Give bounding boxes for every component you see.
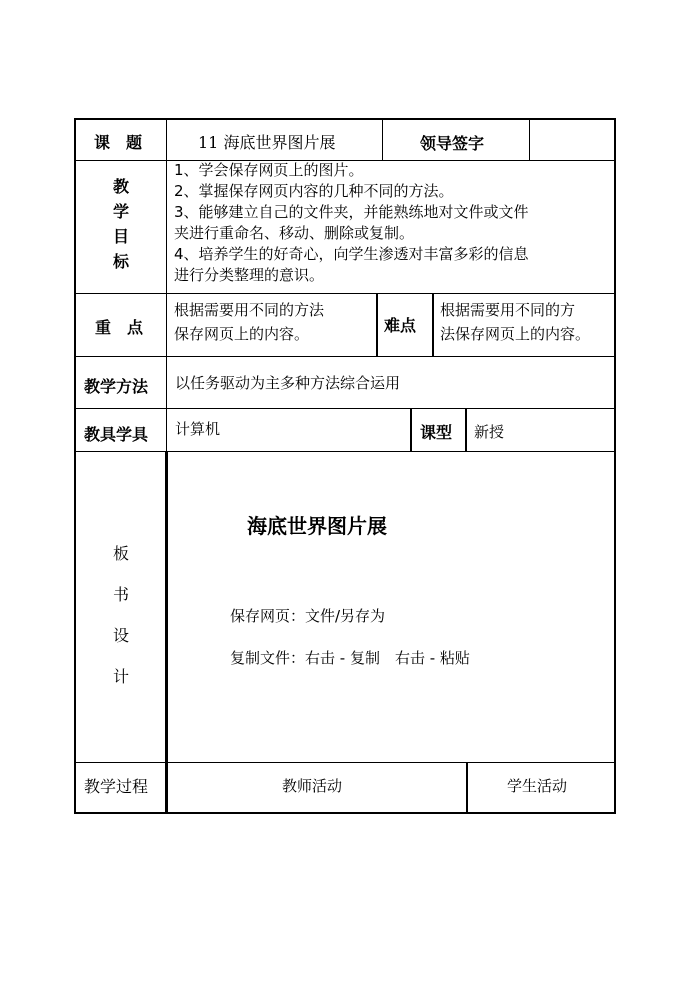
difficulty-line: 法保存网页上的内容。 (440, 325, 591, 343)
tools-divider (410, 408, 412, 452)
topic-divider (382, 118, 383, 161)
lesson-topic: 11 海底世界图片展 (198, 133, 336, 152)
type-divider (465, 408, 467, 452)
row-divider-objectives (74, 293, 616, 294)
lesson-type-value: 新授 (474, 423, 505, 441)
method-label: 教学方法 (84, 377, 149, 396)
board-title: 海底世界图片展 (247, 514, 387, 538)
difficulty-label: 难点 (384, 316, 417, 335)
row-divider-keypoints (74, 356, 616, 357)
topic-label: 课 题 (94, 133, 143, 152)
table-right-border (614, 118, 616, 814)
keypoint-divider (376, 293, 378, 357)
objective-line: 进行分类整理的意识。 (174, 266, 325, 284)
key-points-label: 重 点 (95, 318, 144, 337)
objective-line: 3、能够建立自己的文件夹，并能熟练地对文件或文件 (174, 203, 529, 221)
objectives-text (174, 160, 529, 286)
row-divider-board (74, 762, 616, 763)
objectives-label (76, 174, 166, 274)
lesson-type-label: 课型 (420, 423, 453, 442)
row-divider-tools (74, 451, 616, 452)
label-column-divider-top (166, 118, 167, 452)
row-divider-method (74, 408, 616, 409)
objectives-label-char: 学 (112, 202, 129, 221)
sign-divider (529, 118, 530, 161)
tools-label: 教具学具 (84, 425, 149, 444)
objective-line: 夹进行重命名、移动、删除或复制。 (174, 224, 415, 242)
difficulty-divider (432, 293, 434, 357)
table-bottom-border (74, 812, 616, 814)
board-line-save: 保存网页：文件/另存为 (230, 607, 386, 625)
objective-line: 2、掌握保存网页内容的几种不同的方法。 (174, 182, 454, 200)
key-points-text (174, 298, 324, 346)
objectives-label-char: 教 (112, 177, 129, 196)
board-label-char: 计 (112, 667, 129, 686)
key-point-line: 保存网页上的内容。 (174, 325, 310, 343)
board-label-char: 书 (112, 585, 129, 604)
student-activity-header: 学生活动 (507, 777, 568, 795)
method-value: 以任务驱动为主多种方法综合运用 (175, 374, 401, 392)
tools-value: 计算机 (175, 420, 221, 438)
process-label: 教学过程 (84, 777, 149, 796)
board-label-char: 板 (112, 544, 129, 563)
teacher-activity-header: 教师活动 (282, 777, 343, 795)
process-divider (466, 762, 468, 814)
objective-line: 1、学会保存网页上的图片。 (174, 161, 364, 179)
objective-line: 4、培养学生的好奇心，向学生渗透对丰富多彩的信息 (174, 245, 529, 263)
board-label-char: 设 (112, 626, 129, 645)
objectives-label-char: 标 (112, 252, 129, 271)
board-line-copy: 复制文件：右击 - 复制 右击 - 粘贴 (230, 649, 470, 667)
table-top-border (74, 118, 616, 120)
difficulty-text (440, 298, 590, 346)
objectives-label-char: 目 (112, 227, 129, 246)
board-label (76, 533, 166, 697)
key-point-line: 根据需要用不同的方法 (174, 301, 325, 319)
leader-sign-label: 领导签字 (420, 134, 485, 153)
difficulty-line: 根据需要用不同的方 (440, 301, 576, 319)
